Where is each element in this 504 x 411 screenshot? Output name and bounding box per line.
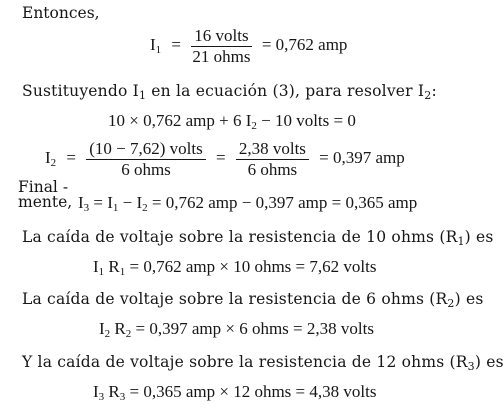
equation-i3: $I_3 = I_1 - I_2 = 0,762$ amp − 0,397 amp = 0,365 amp [78, 193, 418, 214]
eq1-fraction [191, 27, 251, 66]
final-part-2: mente, [18, 193, 73, 211]
eq3-lhs: $I_2$ [45, 148, 57, 170]
eq1-result: = 0,762 amp [261, 35, 348, 55]
final-part-1: Final - [18, 178, 69, 196]
intro-text [22, 4, 100, 22]
eq1-equals: = [171, 35, 182, 55]
caida-6-text: La caída de voltaje sobre la resistencia de 6 ohms $(R_2)$ es [22, 290, 484, 310]
equation-loop: 10 × 0,762 amp + 6 $I_2 - 10$ volts = 0 [108, 111, 356, 132]
eq3-fraction-2: $\frac{\text{2,38 volts}}{\text{6 ohms}}$ [236, 140, 309, 179]
caida-10-text: La caída de voltaje sobre la resistencia de 10 ohms $(R_1)$ es [22, 228, 494, 248]
equation-r2: $I_2$ $R_2 = 0,397$ amp × 6 ohms = 2,38 volts [99, 319, 374, 340]
eq1-denominator: 21 ohms [192, 47, 251, 66]
entonces-label: Entonces, [22, 4, 100, 22]
equation-i1 [150, 27, 347, 66]
equation-i2: $I_2$ = $\frac{\text{(10 − 7,62) volts}}{\text{6 ohms}}$ = $\frac{\text{2,38 volts}}{\text{6 ohms}}$ = 0,397 amp [45, 139, 405, 179]
caida-12-text: Y la caída de voltaje sobre la resistencia de 12 ohms $(R_3)$ es [22, 353, 504, 373]
eq3-fraction-1: $\frac{\text{(10 − 7,62) volts}}{\text{6 ohms}}$ [86, 140, 205, 179]
sustituyendo-text: Sustituyendo $I_1$ en la ecuación (3), para resolver $I_2$: [22, 82, 437, 102]
finalmente-text-2 [18, 195, 72, 210]
eq1-lhs: $I_1$ [150, 35, 162, 57]
equation-r3: $I_3$ $R_3 = 0,365$ amp × 12 ohms = 4,38 volts [93, 382, 377, 403]
equation-r1: $I_1$ $R_1 = 0,762$ amp × 10 ohms = 7,62 volts [93, 257, 377, 278]
eq1-numerator: 16 volts [191, 27, 251, 47]
